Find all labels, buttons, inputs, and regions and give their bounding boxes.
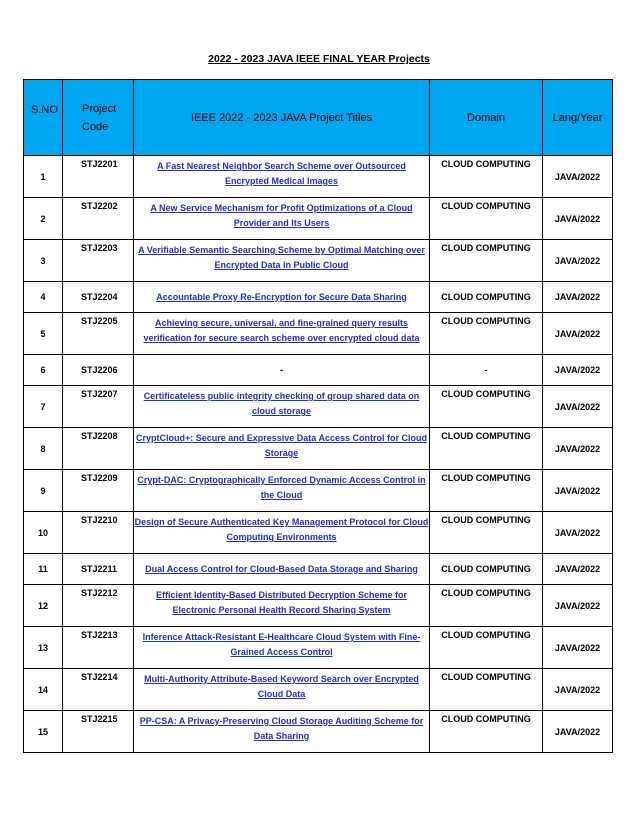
cell-domain: CLOUD COMPUTING xyxy=(430,512,543,554)
cell-lang-year: JAVA/2022 xyxy=(543,711,613,753)
table-row xyxy=(24,669,613,711)
cell-sno: 11 xyxy=(24,554,63,585)
cell-project-code: STJ2214 xyxy=(63,669,134,711)
table-row xyxy=(24,156,613,198)
cell-domain: CLOUD COMPUTING xyxy=(430,156,543,198)
cell-project-code: STJ2211 xyxy=(63,554,134,585)
cell-lang-year: JAVA/2022 xyxy=(543,156,613,198)
project-title-link[interactable]: Inference Attack-Resistant E-Healthcare Cloud System with Fine-Grained Access Control xyxy=(142,632,421,657)
cell-lang-year: JAVA/2022 xyxy=(543,512,613,554)
cell-title xyxy=(134,428,430,470)
cell-title xyxy=(134,470,430,512)
cell-project-code: STJ2203 xyxy=(63,240,134,282)
cell-lang-year: JAVA/2022 xyxy=(543,669,613,711)
project-title-link[interactable]: CryptCloud+: Secure and Expressive Data Access Control for Cloud Storage xyxy=(136,433,427,458)
cell-sno: 13 xyxy=(24,627,63,669)
cell-domain: CLOUD COMPUTING xyxy=(430,627,543,669)
cell-sno: 2 xyxy=(24,198,63,240)
page-title: 2022 - 2023 JAVA IEEE FINAL YEAR Projects xyxy=(208,53,430,65)
cell-project-code: STJ2209 xyxy=(63,470,134,512)
table-row xyxy=(24,470,613,512)
header-project-code xyxy=(63,80,134,156)
cell-domain: - xyxy=(430,355,543,386)
cell-title xyxy=(134,711,430,753)
table-header-row xyxy=(24,80,613,156)
cell-lang-year: JAVA/2022 xyxy=(543,554,613,585)
table-row xyxy=(24,711,613,753)
project-title-link[interactable]: Dual Access Control for Cloud-Based Data Storage and Sharing xyxy=(145,563,418,574)
header-lang-year: Lang/Year xyxy=(543,80,613,156)
table-row xyxy=(24,282,613,313)
cell-title xyxy=(134,240,430,282)
cell-lang-year: JAVA/2022 xyxy=(543,470,613,512)
cell-title xyxy=(134,355,430,386)
table-row xyxy=(24,198,613,240)
cell-sno: 15 xyxy=(24,711,63,753)
project-title-link[interactable]: A Verifiable Semantic Searching Scheme by Optimal Matching over Encrypted Data in Public Cloud xyxy=(138,245,425,270)
header-code-line1: Project xyxy=(82,102,117,115)
cell-title xyxy=(134,554,430,585)
project-title-link[interactable]: Accountable Proxy Re-Encryption for Secure Data Sharing xyxy=(156,291,407,302)
cell-project-code: STJ2201 xyxy=(63,156,134,198)
cell-project-code: STJ2202 xyxy=(63,198,134,240)
cell-domain: CLOUD COMPUTING xyxy=(430,470,543,512)
table-row xyxy=(24,428,613,470)
cell-lang-year: JAVA/2022 xyxy=(543,627,613,669)
table-row xyxy=(24,313,613,355)
cell-sno: 5 xyxy=(24,313,63,355)
project-title-link[interactable]: Design of Secure Authenticated Key Management Protocol for Cloud Computing Environments xyxy=(134,517,429,542)
cell-lang-year: JAVA/2022 xyxy=(543,313,613,355)
cell-sno: 7 xyxy=(24,386,63,428)
project-title-link[interactable]: A Fast Nearest Neighbor Search Scheme over Outsourced Encrypted Medical Images xyxy=(157,161,406,186)
cell-project-code: STJ2208 xyxy=(63,428,134,470)
cell-sno: 9 xyxy=(24,470,63,512)
cell-project-code: STJ2204 xyxy=(63,282,134,313)
table-row xyxy=(24,386,613,428)
cell-domain: CLOUD COMPUTING xyxy=(430,282,543,313)
cell-title xyxy=(134,198,430,240)
cell-domain: CLOUD COMPUTING xyxy=(430,711,543,753)
cell-title xyxy=(134,585,430,627)
cell-title xyxy=(134,669,430,711)
cell-domain: CLOUD COMPUTING xyxy=(430,428,543,470)
table-row xyxy=(24,627,613,669)
project-title-link[interactable]: Multi-Authority Attribute-Based Keyword Search over Encrypted Cloud Data xyxy=(144,674,419,699)
table-row xyxy=(24,355,613,386)
table-row xyxy=(24,585,613,627)
cell-title xyxy=(134,313,430,355)
project-title-text: - xyxy=(280,364,283,375)
cell-title xyxy=(134,627,430,669)
cell-sno: 4 xyxy=(24,282,63,313)
cell-project-code: STJ2210 xyxy=(63,512,134,554)
cell-sno: 8 xyxy=(24,428,63,470)
cell-title xyxy=(134,282,430,313)
project-title-link[interactable]: Certificateless public integrity checking of group shared data on cloud storage xyxy=(143,391,420,416)
header-code-line2: Code xyxy=(82,120,109,133)
project-title-link[interactable]: Crypt-DAC: Cryptographically Enforced Dynamic Access Control in the Cloud xyxy=(137,475,426,500)
cell-lang-year: JAVA/2022 xyxy=(543,282,613,313)
project-title-link[interactable]: PP-CSA: A Privacy-Preserving Cloud Storage Auditing Scheme for Data Sharing xyxy=(139,716,424,741)
cell-domain: CLOUD COMPUTING xyxy=(430,313,543,355)
cell-sno: 12 xyxy=(24,585,63,627)
cell-sno: 3 xyxy=(24,240,63,282)
cell-title xyxy=(134,386,430,428)
cell-sno: 6 xyxy=(24,355,63,386)
cell-project-code: STJ2213 xyxy=(63,627,134,669)
cell-project-code: STJ2212 xyxy=(63,585,134,627)
cell-title xyxy=(134,156,430,198)
cell-project-code: STJ2207 xyxy=(63,386,134,428)
cell-sno: 14 xyxy=(24,669,63,711)
cell-project-code: STJ2206 xyxy=(63,355,134,386)
cell-title xyxy=(134,512,430,554)
project-title-link[interactable]: A New Service Mechanism for Profit Optimizations of a Cloud Provider and Its Users xyxy=(150,203,413,228)
cell-domain: CLOUD COMPUTING xyxy=(430,240,543,282)
cell-lang-year: JAVA/2022 xyxy=(543,355,613,386)
cell-project-code: STJ2205 xyxy=(63,313,134,355)
cell-domain: CLOUD COMPUTING xyxy=(430,554,543,585)
cell-lang-year: JAVA/2022 xyxy=(543,386,613,428)
cell-sno: 10 xyxy=(24,512,63,554)
cell-lang-year: JAVA/2022 xyxy=(543,198,613,240)
table-row xyxy=(24,240,613,282)
cell-domain: CLOUD COMPUTING xyxy=(430,198,543,240)
cell-domain: CLOUD COMPUTING xyxy=(430,585,543,627)
cell-lang-year: JAVA/2022 xyxy=(543,428,613,470)
cell-lang-year: JAVA/2022 xyxy=(543,585,613,627)
cell-sno: 1 xyxy=(24,156,63,198)
table-row xyxy=(24,554,613,585)
table-row xyxy=(24,512,613,554)
header-project-titles: IEEE 2022 - 2023 JAVA Project Titles xyxy=(134,80,430,156)
projects-table xyxy=(23,79,613,753)
project-title-link[interactable]: Achieving secure, universal, and fine-grained query results verification for secure search scheme over encrypted cloud data xyxy=(143,318,420,343)
header-domain: Domain xyxy=(430,80,543,156)
cell-domain: CLOUD COMPUTING xyxy=(430,669,543,711)
cell-domain: CLOUD COMPUTING xyxy=(430,386,543,428)
cell-lang-year: JAVA/2022 xyxy=(543,240,613,282)
header-sno: S.NO xyxy=(24,80,63,156)
project-title-link[interactable]: Efficient Identity-Based Distributed Decryption Scheme for Electronic Personal Health Record Sharing System xyxy=(155,590,408,615)
cell-project-code: STJ2215 xyxy=(63,711,134,753)
